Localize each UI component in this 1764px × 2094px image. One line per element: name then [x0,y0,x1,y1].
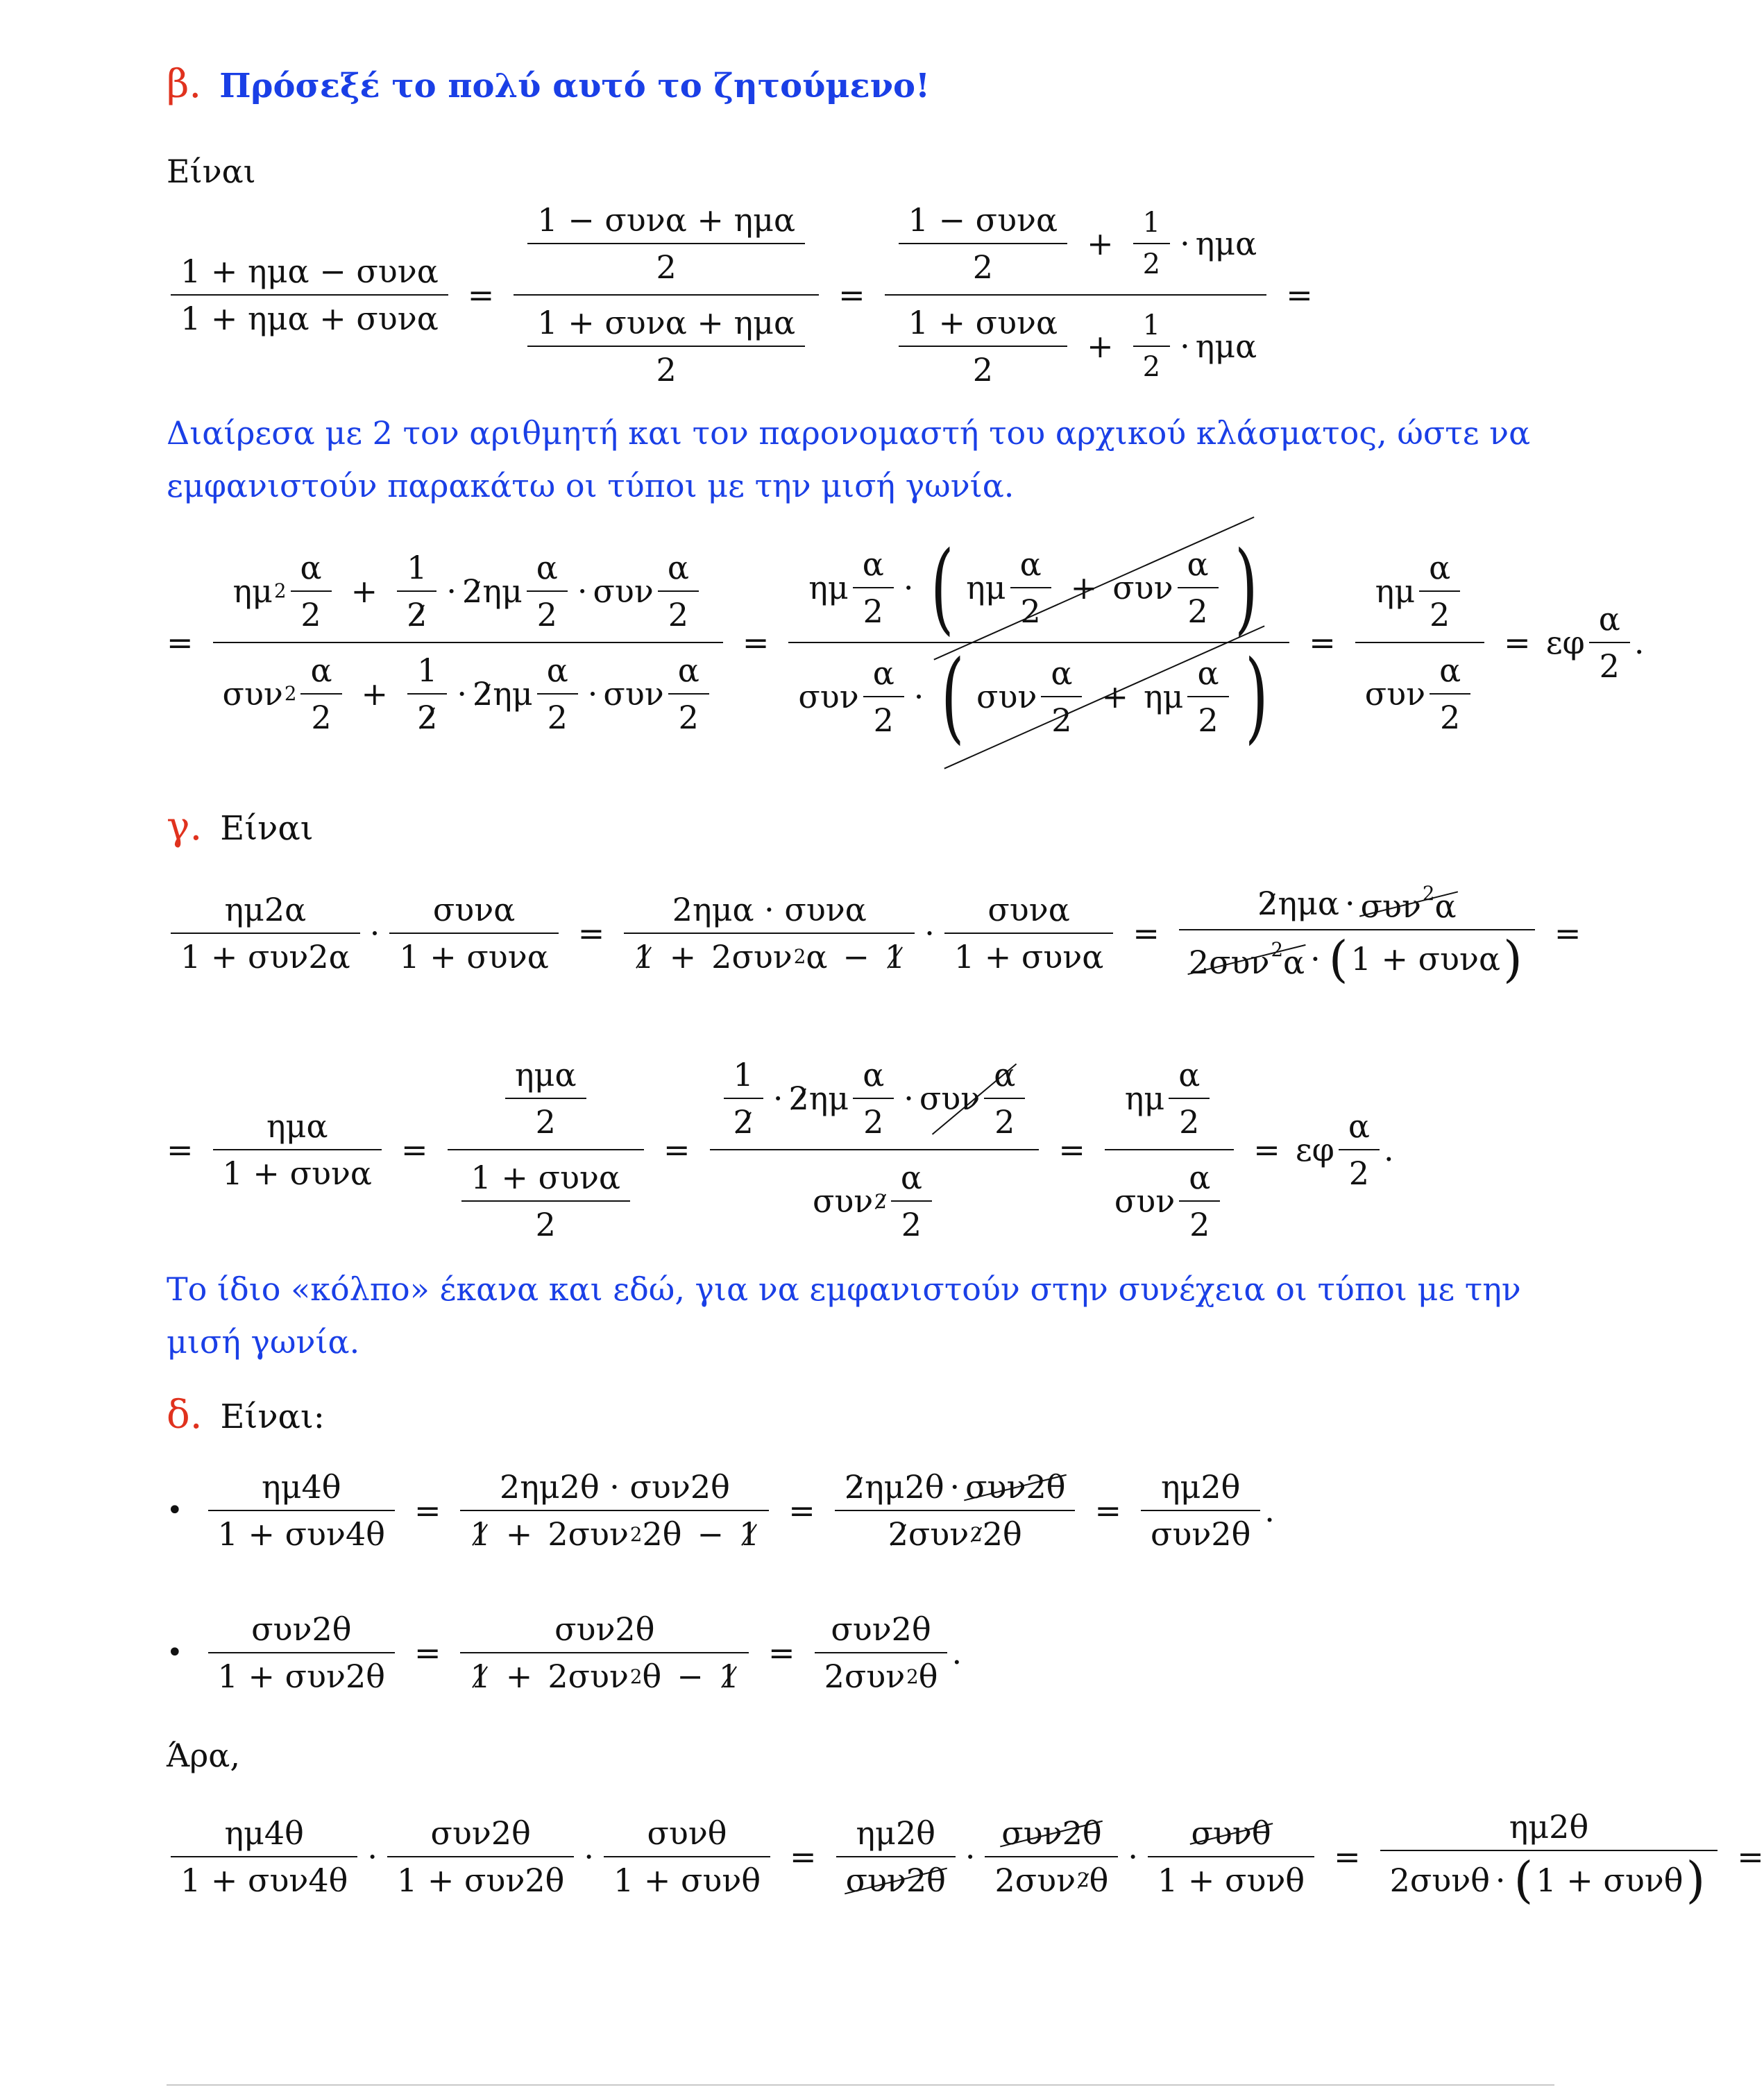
compound-fraction: $\frac{\frac{\text{1 − συνα + ημα}}{2}}{\frac{\text{1 + συνα + ημα}}{2}}$ [514,193,819,397]
section-c-intro: Είναι [220,809,314,848]
section-b-title: Πρόσεξέ το πολύ αυτό το ζητούμενο! [219,67,931,105]
section-d-heading [167,1395,1554,1438]
fraction: ημ $\frac{\alpha}{2}$ συν $\frac{\alpha}{2}$ [1355,540,1484,744]
bullet: • [167,1495,183,1526]
compound-fraction: ημ $\frac{\alpha}{2}$ · ( ημ $\frac{\alpha}{2}$ + συν $\frac{\alpha}{2}$ ) συν $\frac{\alpha}{2}$ · ( συν $\frac{\alpha}{2}$ + ημ $\frac{\alpha}{2}$ ) [788,534,1289,750]
equation-d2: • $\frac{\text{συν2θ}}{\text{1 + συν2θ}}$ = συν2θ 1 + 2συν 2 θ − 1 = συν2θ 2συν 2 θ . [167,1610,962,1695]
equation-c1: $\frac{\eta\mu 2\alpha}{\text{1 + συν2α}}$ · $\frac{\text{συνα}}{\text{1 + συνα}}$ = 2ημα · συνα 1 + 2συν 2 α − 1 · $\frac{\text{συνα}}{\text{1 + συνα}}$ = 2 ημα · συν$^2$α 2συν$^2$α · ( 1 + συνα ) = [167,878,1554,988]
fraction: $\frac{\text{1 + ημα − συνα}}{\text{1 + ημα + συνα}}$ [171,248,448,341]
compound-fraction: ημ 2 $\frac{\alpha}{2}$ + $\frac{1}{2}$ · 2 ημ $\frac{\alpha}{2}$ · συν $\frac{\alpha}{2}$ συν 2 $\frac{\alpha}{2}$ + $\frac{1}{2}$ · 2 ημ $\frac{\alpha}{2}$ · συν $\frac{\alpha}{2}$ [213,540,723,744]
footer-rule [167,2084,1554,2086]
section-c-letter: γ. [167,804,203,849]
section-d-intro: Είναι: [220,1397,325,1436]
compound-fraction: $\frac{\text{1 − συνα}}{2}$ + $\frac{1}{2}$ · ημα $\frac{\text{1 + συνα}}{2}$ + $\frac{1}{2}$ · ημα [885,193,1267,397]
bullet: • [167,1637,183,1669]
section-b-intro: Είναι [167,153,256,190]
section-b-note: Διαίρεσα με 2 τον αριθμητή και τον παρονομαστή του αρχικού κλάσματος, ώστε να εμφανιστούν παρακάτω οι τύποι με την μισή γωνία. [167,414,1531,504]
equation-d1: • $\frac{\eta\mu 4\theta}{\text{1 + συν4θ}}$ = 2ημ2θ · συν2θ 1 + 2συν 2 2θ − 1 = 2 ημ2θ · συν2θ 2 συν 2 2θ = $\frac{\eta\mu 2\theta}{\text{συν2θ}}$ . [167,1468,1275,1553]
section-d-conclusion: Άρα, [167,1737,240,1774]
equation-c2: = $\frac{\text{ημα}}{\text{1 + συνα}}$ = $\frac{\frac{\text{ημα}}{2}}{\frac{\text{1 + συνα}}{2}}$ = $\frac{1}{2}$ · 2 ημ $\frac{\alpha}{2}$ · συν $\frac{\alpha}{2}$ συν 2 $\frac{\alpha}{2}$ = ημ $\frac{\alpha}{2}$ συν $\frac{\alpha}{2}$ = εφ $\frac{\alpha}{2}$ . [167,1056,1394,1243]
section-c-heading [167,806,1554,849]
equation-b1: $\frac{\text{1 + ημα − συνα}}{\text{1 + ημα + συνα}}$ = $\frac{\frac{\text{1 − συνα + ημα}}{2}}{\frac{\text{1 + συνα + ημα}}{2}}$ = $\frac{\text{1 − συνα}}{2}$ + $\frac{1}{2}$ · ημα $\frac{\text{1 + συνα}}{2}$ + $\frac{1}{2}$ · ημα = [167,193,1554,397]
equation-d3: $\frac{\eta\mu 4\theta}{\text{1 + συν4θ}}$ · $\frac{\text{συν2θ}}{\text{1 + συν2θ}}$ · $\frac{\text{συνθ}}{\text{1 + συνθ}}$ = $\frac{\eta\mu 2\theta}{\text{συν2θ}}$ · συν2θ 2συν 2 θ · $\frac{\text{συνθ}}{\text{1 + συνθ}}$ = ημ2θ 2συνθ · ( 1 + συνθ ) = [167,1804,1554,1909]
section-b-letter: β. [167,62,202,107]
section-c-note: Το ίδιο «κόλπο» έκανα και εδώ, για να εμφανιστούν στην συνέχεια οι τύποι με την μισή γωνία. [167,1270,1521,1361]
equation-b2: = ημ 2 $\frac{\alpha}{2}$ + $\frac{1}{2}$ · 2 ημ $\frac{\alpha}{2}$ · συν $\frac{\alpha}{2}$ συν 2 $\frac{\alpha}{2}$ + $\frac{1}{2}$ · 2 ημ $\frac{\alpha}{2}$ · συν $\frac{\alpha}{2}$ = ημ $\frac{\alpha}{2}$ · ( ημ $\frac{\alpha}{2}$ + συν $\frac{\alpha}{2}$ ) συν $\frac{\alpha}{2}$ · ( συν $\frac{\alpha}{2}$ + ημ $\frac{\alpha}{2}$ ) = ημ $\frac{\alpha}{2}$ συν $\frac{\alpha}{2}$ = εφ $\frac{\alpha}{2}$ . [167,534,1554,750]
section-d-letter: δ. [167,1393,203,1438]
section-b-heading [167,64,1554,107]
